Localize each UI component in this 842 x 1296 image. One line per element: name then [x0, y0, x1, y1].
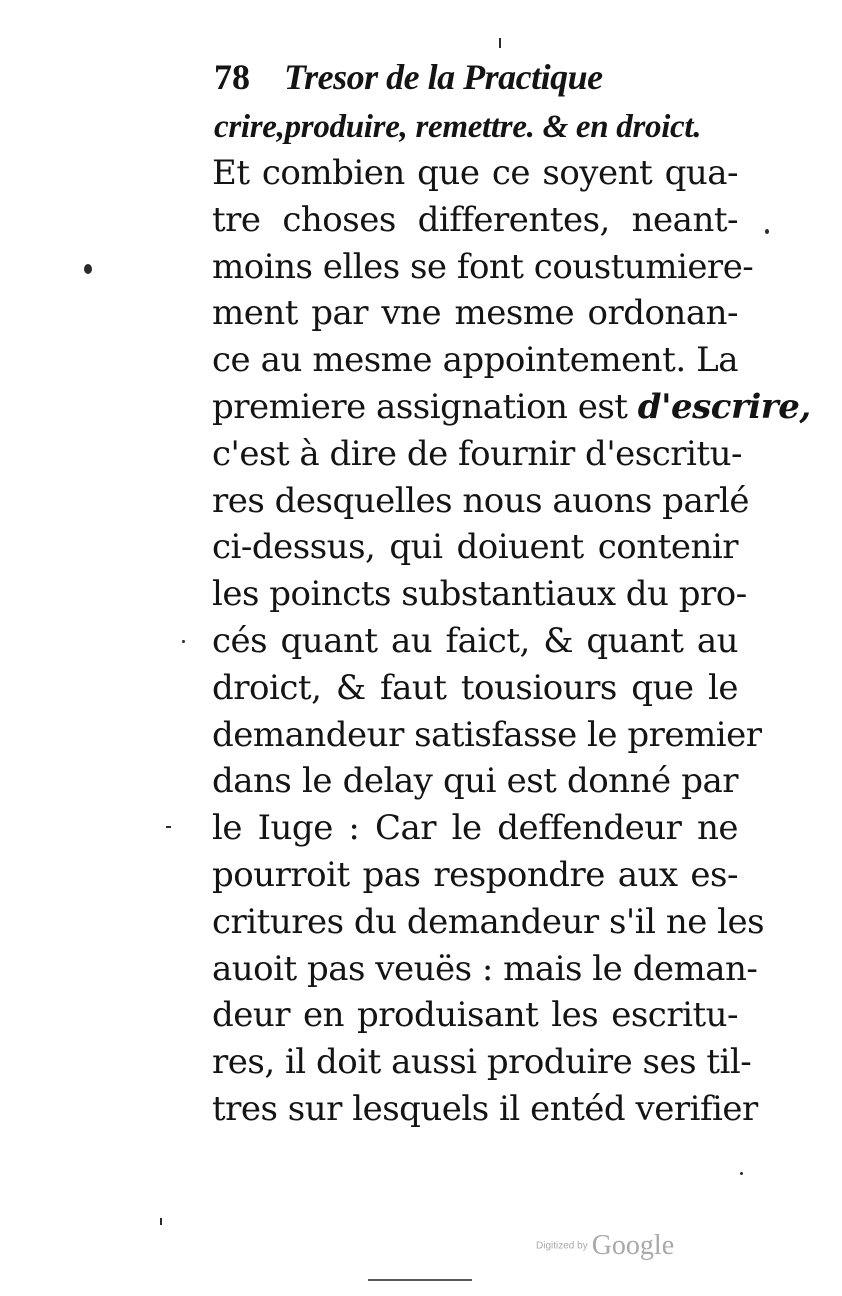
- google-wordmark: Google: [591, 1230, 675, 1261]
- italic-term: d'escrire,: [637, 386, 811, 427]
- text-line: deur en produisant les escritu-: [212, 995, 738, 1036]
- page-number: 78: [214, 57, 250, 97]
- ink-speck: [182, 640, 185, 643]
- text-line: auoit pas veuës : mais le deman-: [212, 948, 758, 989]
- running-title: Tresor de la Practique: [284, 57, 603, 97]
- text-line: tres sur lesquels il entéd verifier: [212, 1088, 758, 1129]
- text-line: tre choses differentes, neant-: [212, 199, 738, 240]
- text-line: ce au mesme appointement. La: [212, 340, 738, 381]
- running-header: [214, 52, 734, 102]
- bottom-edge-mark: [368, 1279, 472, 1281]
- text-line: c'est à dire de fournir d'escritu-: [212, 433, 742, 474]
- text-line: demandeur satisfasse le premier: [212, 714, 762, 755]
- text-line: res, il doit aussi produire ses til-: [212, 1042, 752, 1083]
- text-line: Et combien que ce soyent qua-: [212, 153, 738, 193]
- text-line: ci-dessus, qui doiuent contenir: [212, 527, 738, 568]
- text-line: dans le delay qui est donné par: [212, 761, 738, 802]
- text-line: les poincts substantiaux du pro-: [212, 574, 747, 615]
- ink-speck: [166, 826, 171, 828]
- text-line: pourroit pas respondre aux es-: [212, 854, 738, 895]
- italic-continuation-line: crire,produire, remettre. & en droict.: [214, 109, 702, 145]
- text-line-roman: premiere assignation est: [212, 386, 628, 427]
- text-line: moins elles se font coustumiere-: [212, 246, 754, 287]
- body-text: [212, 150, 811, 1133]
- text-line: droict, & faut tousiours que le: [212, 667, 738, 708]
- ink-speck: [765, 229, 769, 234]
- watermark-prefix: Digitized by: [536, 1240, 588, 1252]
- digitization-watermark: [536, 1230, 706, 1264]
- ink-speck: [499, 38, 501, 48]
- text-line: ment par vne mesme ordonan-: [212, 293, 738, 334]
- ink-speck: [160, 1218, 162, 1225]
- text-line: res desquelles nous auons parlé: [212, 480, 749, 521]
- text-line: critures du demandeur s'il ne les: [212, 901, 765, 942]
- text-line-mixed: [212, 384, 811, 431]
- ink-speck: [84, 264, 92, 274]
- text-line: le Iuge : Car le deffendeur ne: [212, 808, 738, 849]
- text-line: cés quant au faict, & quant au: [212, 620, 738, 661]
- ink-speck: [740, 1172, 743, 1175]
